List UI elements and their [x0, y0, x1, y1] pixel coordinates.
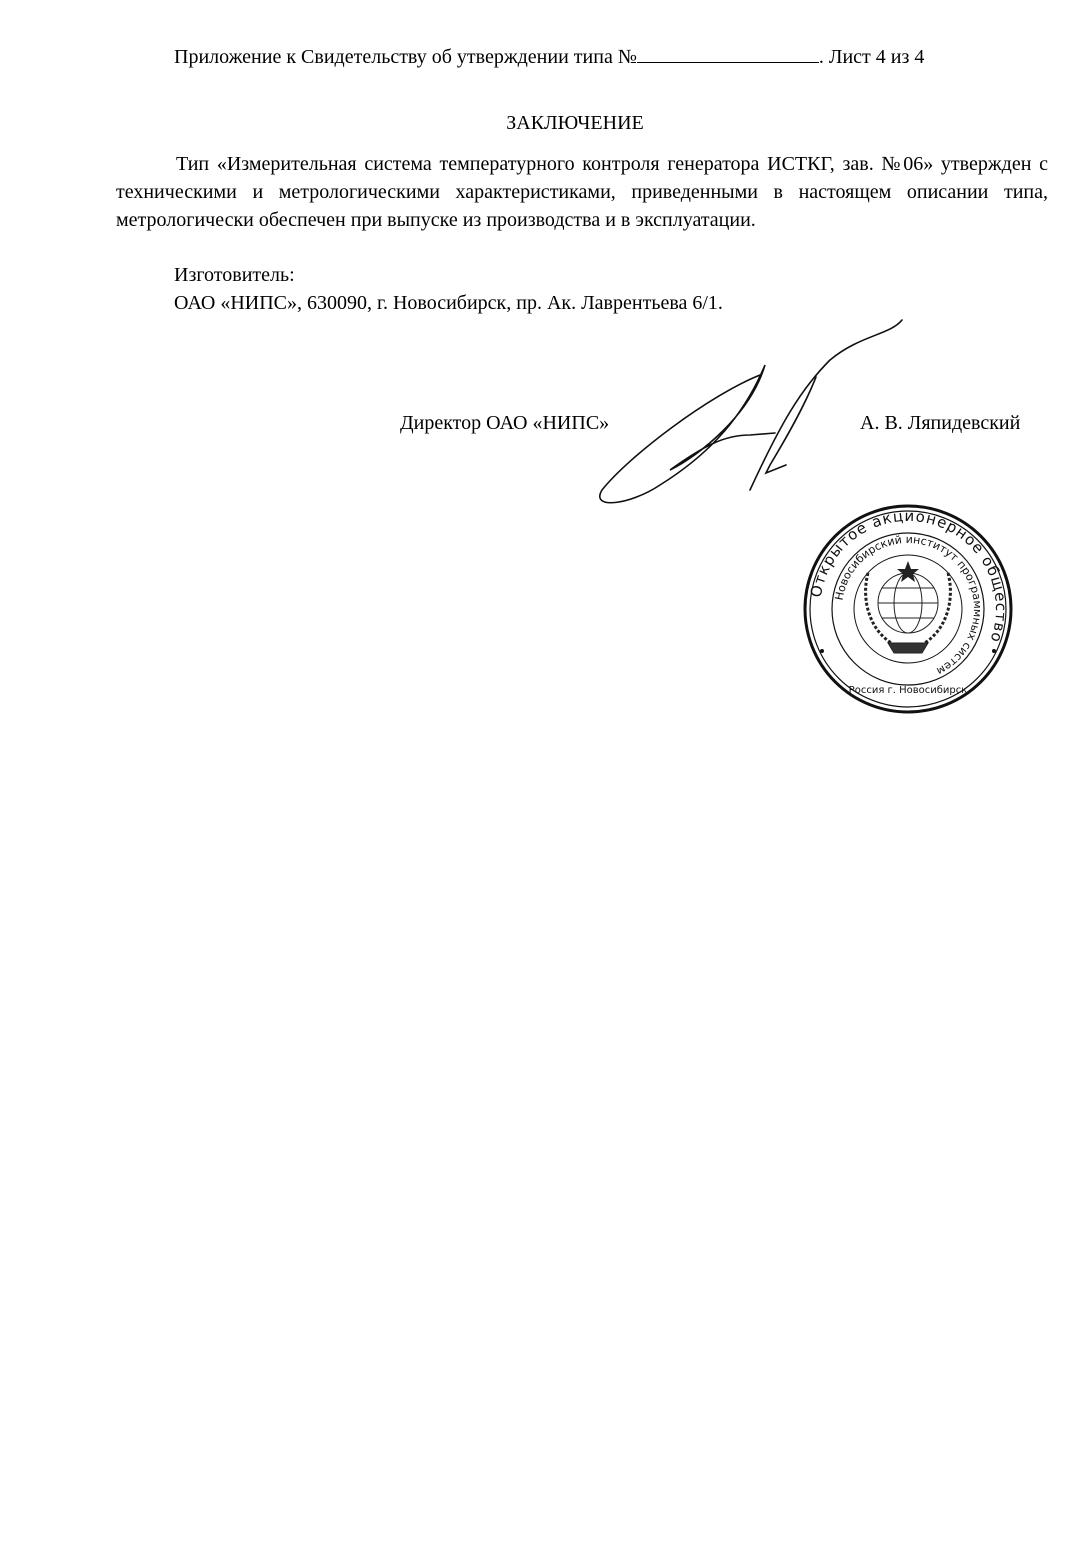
certificate-number-blank	[637, 44, 819, 63]
manufacturer-label: Изготовитель:	[174, 264, 295, 286]
seal-outer-text: Открытое акционерное общество	[806, 506, 1011, 646]
handwritten-signature	[590, 315, 920, 515]
section-title: ЗАКЛЮЧЕНИЕ	[506, 112, 644, 134]
signatory-position: Директор ОАО «НИПС»	[400, 412, 610, 434]
company-seal	[802, 503, 1014, 715]
header-suffix: . Лист 4 из 4	[818, 46, 925, 68]
header-prefix: Приложение к Свидетельству об утверждении типа №	[174, 46, 637, 68]
manufacturer-address: ОАО «НИПС», 630090, г. Новосибирск, пр. Ак. Лаврентьева 6/1.	[174, 292, 723, 314]
seal-inner-text: Новосибирский институт программных систем	[832, 532, 985, 678]
signatory-name: А. В. Ляпидевский	[860, 412, 1021, 434]
seal-bottom-text: Россия г. Новосибирск	[848, 685, 968, 696]
page-header	[174, 44, 924, 69]
seal-emblem-icon	[866, 561, 951, 653]
conclusion-paragraph: Тип «Измерительная система температурного контроля генератора ИСТКГ, зав. №06» утвержден с техническими и метрологическими характеристиками, приведенными в настоящем описании типа, метрологически обеспечен при выпуске из производства и в эксплуатации.	[116, 153, 1048, 231]
